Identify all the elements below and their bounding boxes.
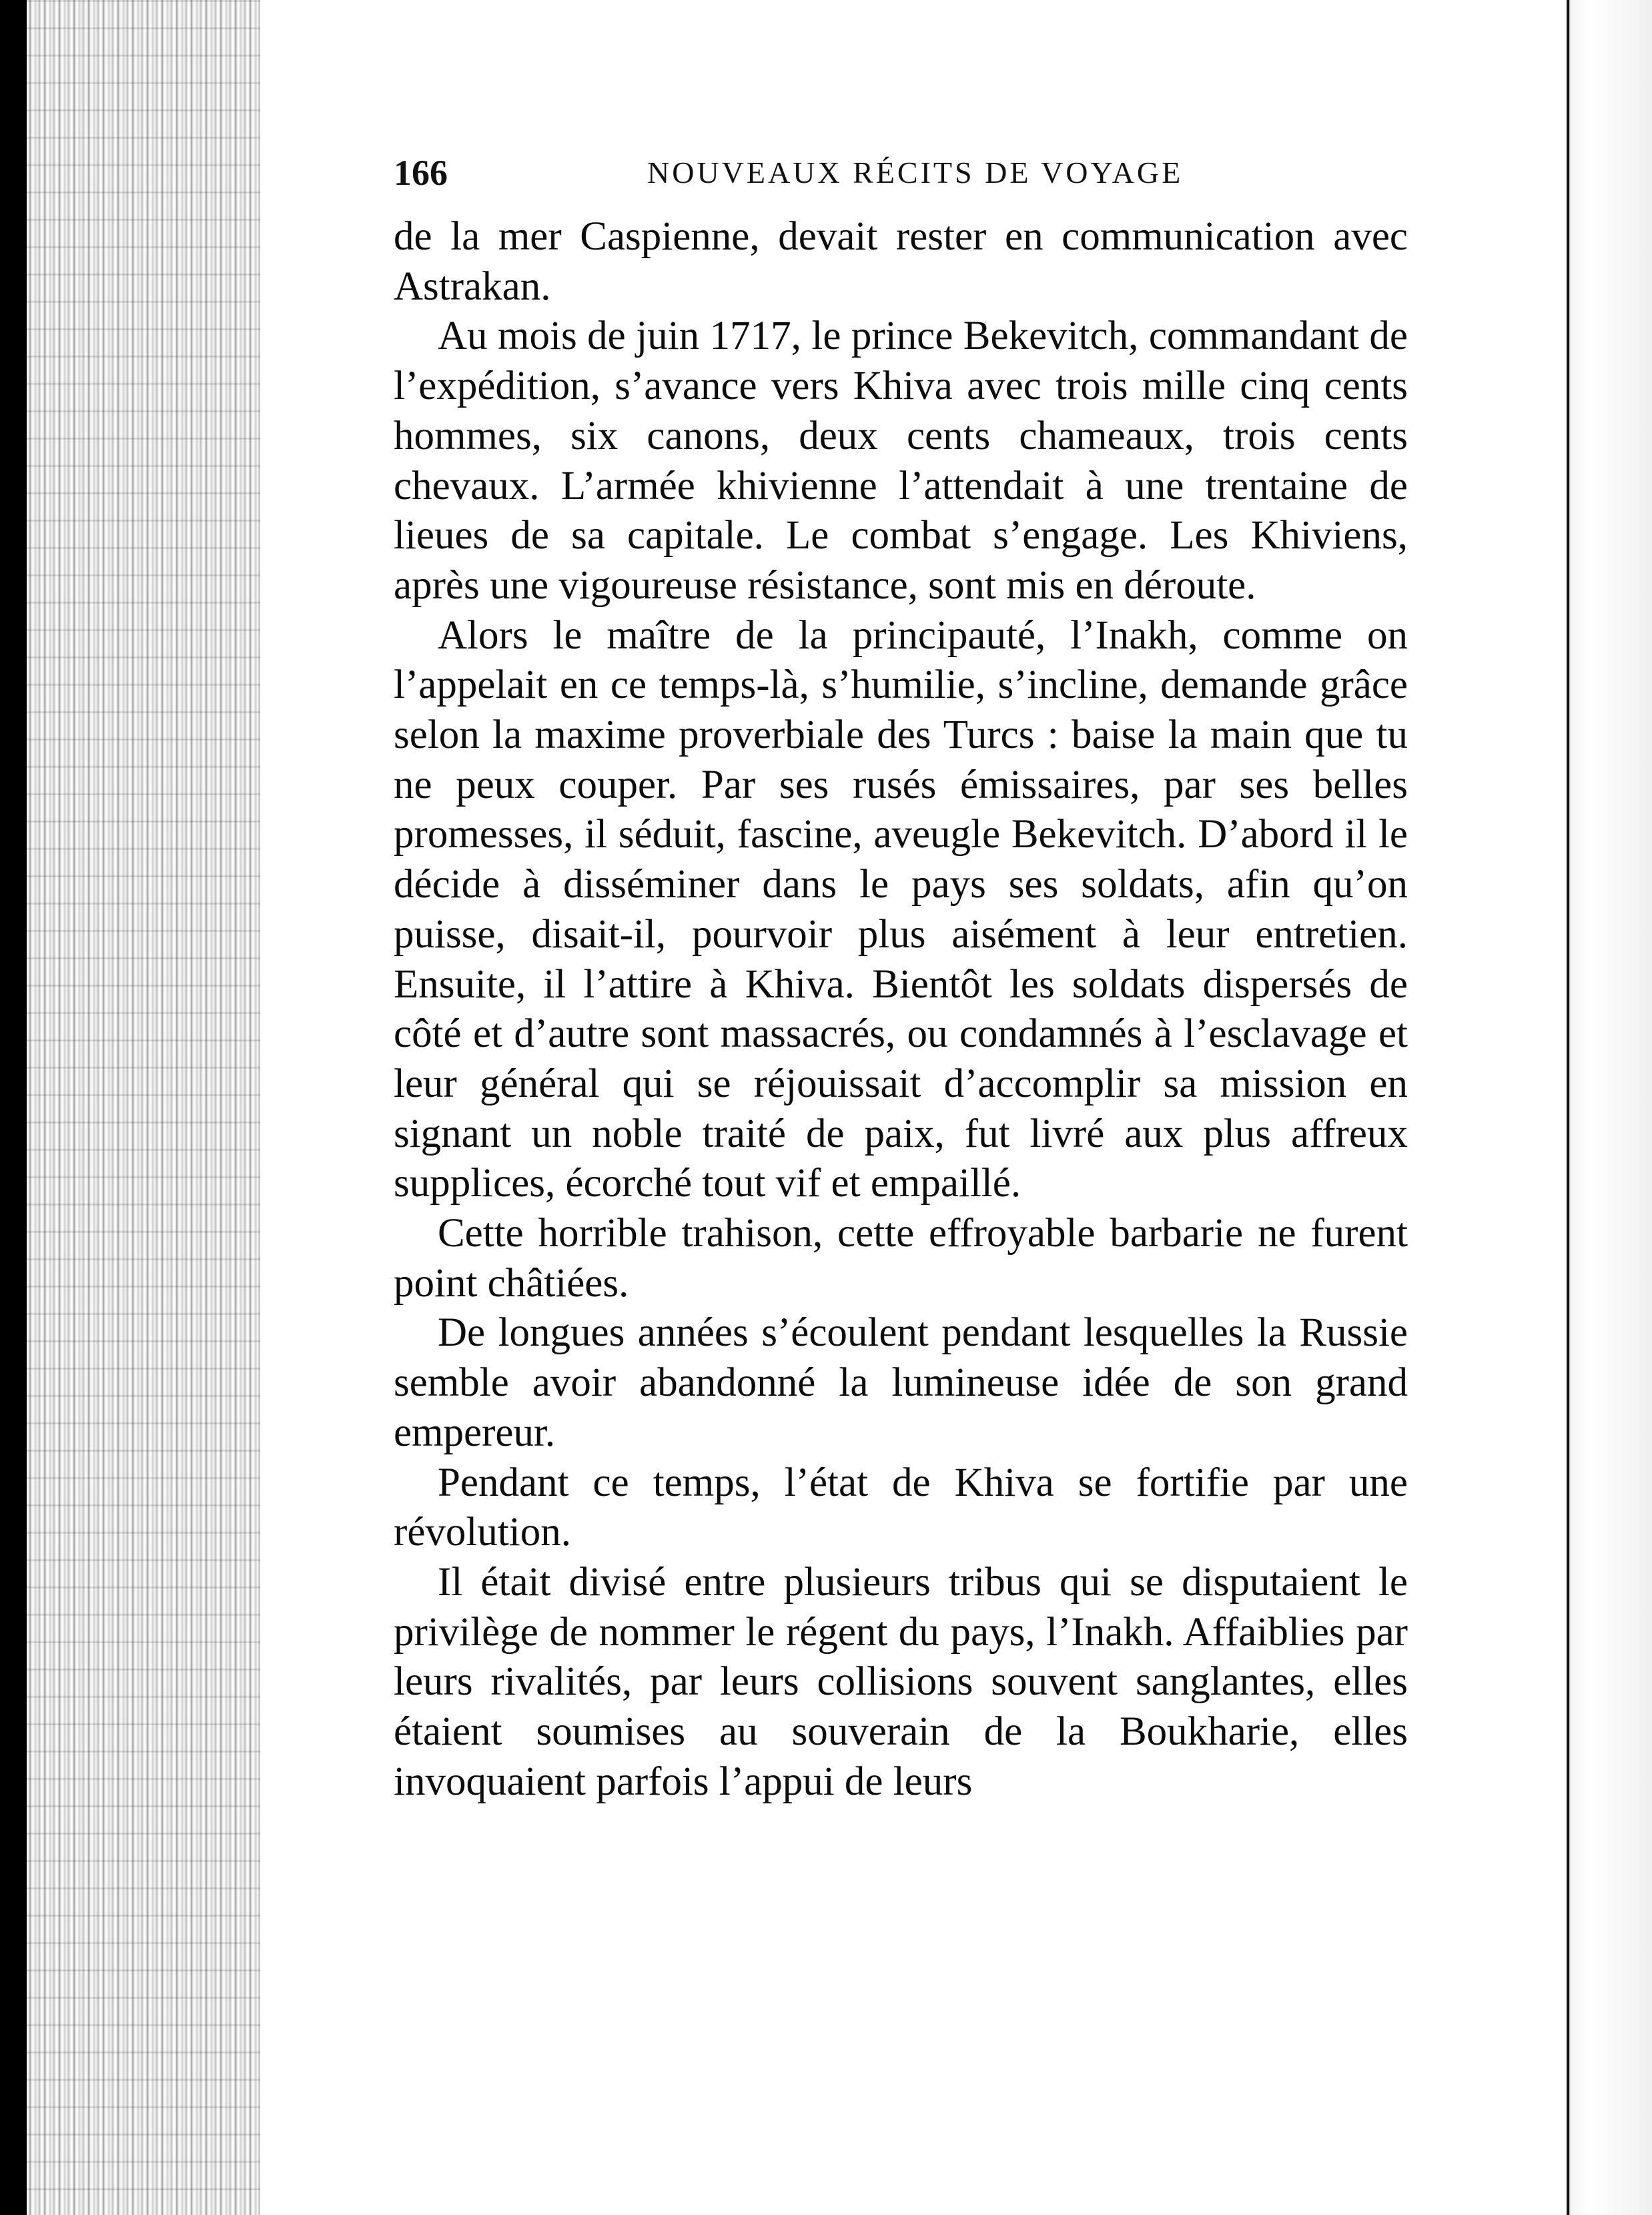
book-page-edges bbox=[27, 0, 260, 2215]
paragraph: Au mois de juin 1717, le prince Bekevitch, commandant de l’expédition, s’avance vers Khiva avec trois mille cinq cents hommes, six canons, deux cents chameaux, trois cents chevaux. L’armée khivienne l’attendait à une trentaine de lieues de sa capitale. Le combat s’engage. Les Khiviens, après une vigoureuse résistance, sont mis en déroute. bbox=[394, 314, 1408, 608]
paragraph: Cette horrible trahison, cette effroyable barbarie ne furent point châtiées. bbox=[394, 1211, 1408, 1306]
running-head bbox=[394, 152, 1408, 199]
page-number: 166 bbox=[394, 153, 448, 193]
book-page bbox=[260, 0, 1567, 2215]
paragraph: Alors le maître de la principauté, l’Inakh, comme on l’appelait en ce temps-là, s’humilie, s’incline, demande grâce selon la maxime proverbiale des Turcs : baise la main que tu ne peux couper. Par ses rusés émissaires, par ses belles promesses, il séduit, fascine, aveugle Bekevitch. D’abord il le décide à disséminer dans le pays ses soldats, afin qu’on puisse, disait-il, pourvoir plus aisément à leur entretien. Ensuite, il l’attire à Khiva. Bientôt les soldats dispersés de côté et d’autre sont massacrés, ou condamnés à l’esclavage et leur général qui se réjouissait d’accomplir sa mission en signant un noble traité de paix, fut livré aux plus affreux supplices, écorché tout vif et empaillé. bbox=[394, 612, 1408, 1206]
paragraph: Il était divisé entre plusieurs tribus qui se disputaient le privilège de nommer le régent du pays, l’Inakh. Affaiblies par leurs rivalités, par leurs collisions souvent sanglantes, elles étaient soumises au souverain de la Boukharie, elles invoquaient parfois l’appui de leurs bbox=[394, 1559, 1408, 1804]
paragraph: De longues années s’écoulent pendant lesquelles la Russie semble avoir abandonné la lumineuse idée de son grand empereur. bbox=[394, 1310, 1408, 1455]
paragraph: Pendant ce temps, l’état de Khiva se fortifie par une révolution. bbox=[394, 1460, 1408, 1555]
paragraph: de la mer Caspienne, devait rester en communication avec Astrakan. bbox=[394, 214, 1408, 309]
body-text bbox=[394, 212, 1408, 1807]
running-title: NOUVEAUX RÉCITS DE VOYAGE bbox=[647, 155, 1184, 189]
next-page-edge bbox=[1567, 0, 1652, 2215]
